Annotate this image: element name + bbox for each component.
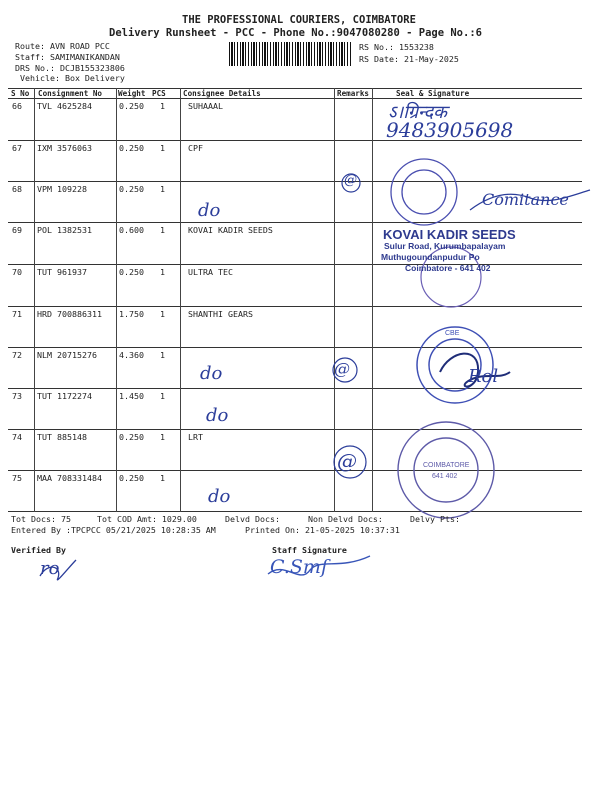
tot-cod-amount: Tot COD Amt: 1029.00	[97, 514, 197, 524]
round-seal-72	[417, 327, 493, 403]
row-sno: 68	[12, 184, 22, 194]
row-weight: 0.250	[119, 267, 144, 277]
remark-mark-72: @	[334, 359, 350, 378]
drs-number: DRS No.: DCJB155323806	[15, 63, 125, 73]
tot-docs: Tot Docs: 75	[11, 514, 71, 524]
row-consignment: TVL 4625284	[37, 101, 92, 111]
row-weight: 0.250	[119, 473, 144, 483]
row-consignment: TUT 961937	[37, 267, 87, 277]
row-pcs: 1	[160, 309, 165, 319]
row-consignee: SHANTHI GEARS	[188, 309, 253, 319]
col-seal-signature: Seal & Signature	[396, 89, 470, 98]
row-sno: 71	[12, 309, 22, 319]
row-pcs: 1	[160, 350, 165, 360]
staff-signature-label: Staff Signature	[272, 545, 347, 555]
row-consignment: IXM 3576063	[37, 143, 92, 153]
row-consignee: ULTRA TEC	[188, 267, 233, 277]
remark-mark-74: @	[337, 449, 357, 473]
route-label: Route: AVN ROAD PCC	[15, 41, 110, 51]
row-sno: 72	[12, 350, 22, 360]
signature-text-72: Rol	[468, 366, 499, 387]
stamp-coimbatore: COIMBATORE	[423, 462, 470, 469]
stamp-seed-title: KOVAI KADIR SEEDS	[383, 227, 516, 242]
row-weight: 4.360	[119, 350, 144, 360]
row-pcs: 1	[160, 432, 165, 442]
row-sno: 66	[12, 101, 22, 111]
row-consignment: POL 1382531	[37, 225, 92, 235]
runsheet-subtitle: Delivery Runsheet - PCC - Phone No.:9047080280 - Page No.:6	[109, 27, 482, 39]
rs-number: RS No.: 1553238	[359, 42, 434, 52]
handwritten-name: ऽ।ग्रिन्दक	[388, 102, 447, 123]
col-remarks: Remarks	[337, 89, 370, 98]
row-weight: 1.450	[119, 391, 144, 401]
handwritten-phone: 9483905698	[386, 118, 514, 142]
company-title: THE PROFESSIONAL COURIERS, COIMBATORE	[182, 14, 416, 26]
row-weight: 0.250	[119, 184, 144, 194]
entered-by: Entered By :TPCPCC 05/21/2025 10:28:35 AM	[11, 525, 216, 535]
staff-signature: C.Smf	[270, 556, 328, 578]
row-sno: 69	[12, 225, 22, 235]
row-sno: 70	[12, 267, 22, 277]
delivered-docs: Delvd Docs:	[225, 514, 280, 524]
stamp-seed-line3: Coimbatore - 641 402	[405, 263, 491, 273]
row-consignee: KOVAI KADIR SEEDS	[188, 225, 273, 235]
col-pcs: PCS	[152, 89, 166, 98]
row-consignment: MAA 708331484	[37, 473, 102, 483]
row-pcs: 1	[160, 184, 165, 194]
vehicle-label: Vehicle: Box Delivery	[20, 73, 125, 83]
stamp-seed-line2: Muthugoundanpudur Po	[381, 252, 480, 262]
row-consignment: VPM 109228	[37, 184, 87, 194]
row-pcs: 1	[160, 101, 165, 111]
round-seal-68	[391, 159, 457, 225]
delivery-points: Delvy Pts:	[410, 514, 460, 524]
signature-68: Comitance	[482, 190, 569, 209]
row-consignment: NLM 20715276	[37, 350, 97, 360]
row-consignee: CPF	[188, 143, 203, 153]
row-weight: 0.600	[119, 225, 144, 235]
row-pcs: 1	[160, 267, 165, 277]
col-consignment: Consignment No	[38, 89, 103, 98]
row-pcs: 1	[160, 225, 165, 235]
row-consignee: LRT	[188, 432, 203, 442]
verified-by-label: Verified By	[11, 545, 66, 555]
row-consignment: TUT 1172274	[37, 391, 92, 401]
non-delivered-docs: Non Delvd Docs:	[308, 514, 383, 524]
col-sno: S No	[11, 89, 30, 98]
row-pcs: 1	[160, 143, 165, 153]
row-weight: 1.750	[119, 309, 144, 319]
row-sno: 73	[12, 391, 22, 401]
round-seal-74	[398, 422, 494, 518]
stamp-seed-line1: Sulur Road, Kurumbapalayam	[384, 241, 506, 251]
row-consignment: HRD 700886311	[37, 309, 102, 319]
row-sno: 75	[12, 473, 22, 483]
staff-label: Staff: SAMIMANIKANDAN	[15, 52, 120, 62]
col-consignee: Consignee Details	[183, 89, 261, 98]
row-weight: 0.250	[119, 143, 144, 153]
row-pcs: 1	[160, 473, 165, 483]
ditto-mark-73: do	[206, 405, 229, 426]
remark-mark-68: @	[344, 173, 357, 188]
col-weight: Weight	[118, 89, 146, 98]
printed-on: Printed On: 21-05-2025 10:37:31	[245, 525, 400, 535]
row-consignee: SUHAAAL	[188, 101, 223, 111]
ditto-mark-72: do	[200, 363, 223, 384]
rs-date: RS Date: 21-May-2025	[359, 54, 459, 64]
row-weight: 0.250	[119, 101, 144, 111]
stamp-cbe: CBE	[445, 330, 460, 337]
ditto-mark-68: do	[198, 200, 221, 221]
row-weight: 0.250	[119, 432, 144, 442]
stamp-pin: 641 402	[432, 473, 458, 480]
row-pcs: 1	[160, 391, 165, 401]
row-consignment: TUT 885148	[37, 432, 87, 442]
row-sno: 74	[12, 432, 22, 442]
verified-signature: ro	[40, 558, 60, 579]
ditto-mark-75: do	[208, 486, 231, 507]
row-sno: 67	[12, 143, 22, 153]
